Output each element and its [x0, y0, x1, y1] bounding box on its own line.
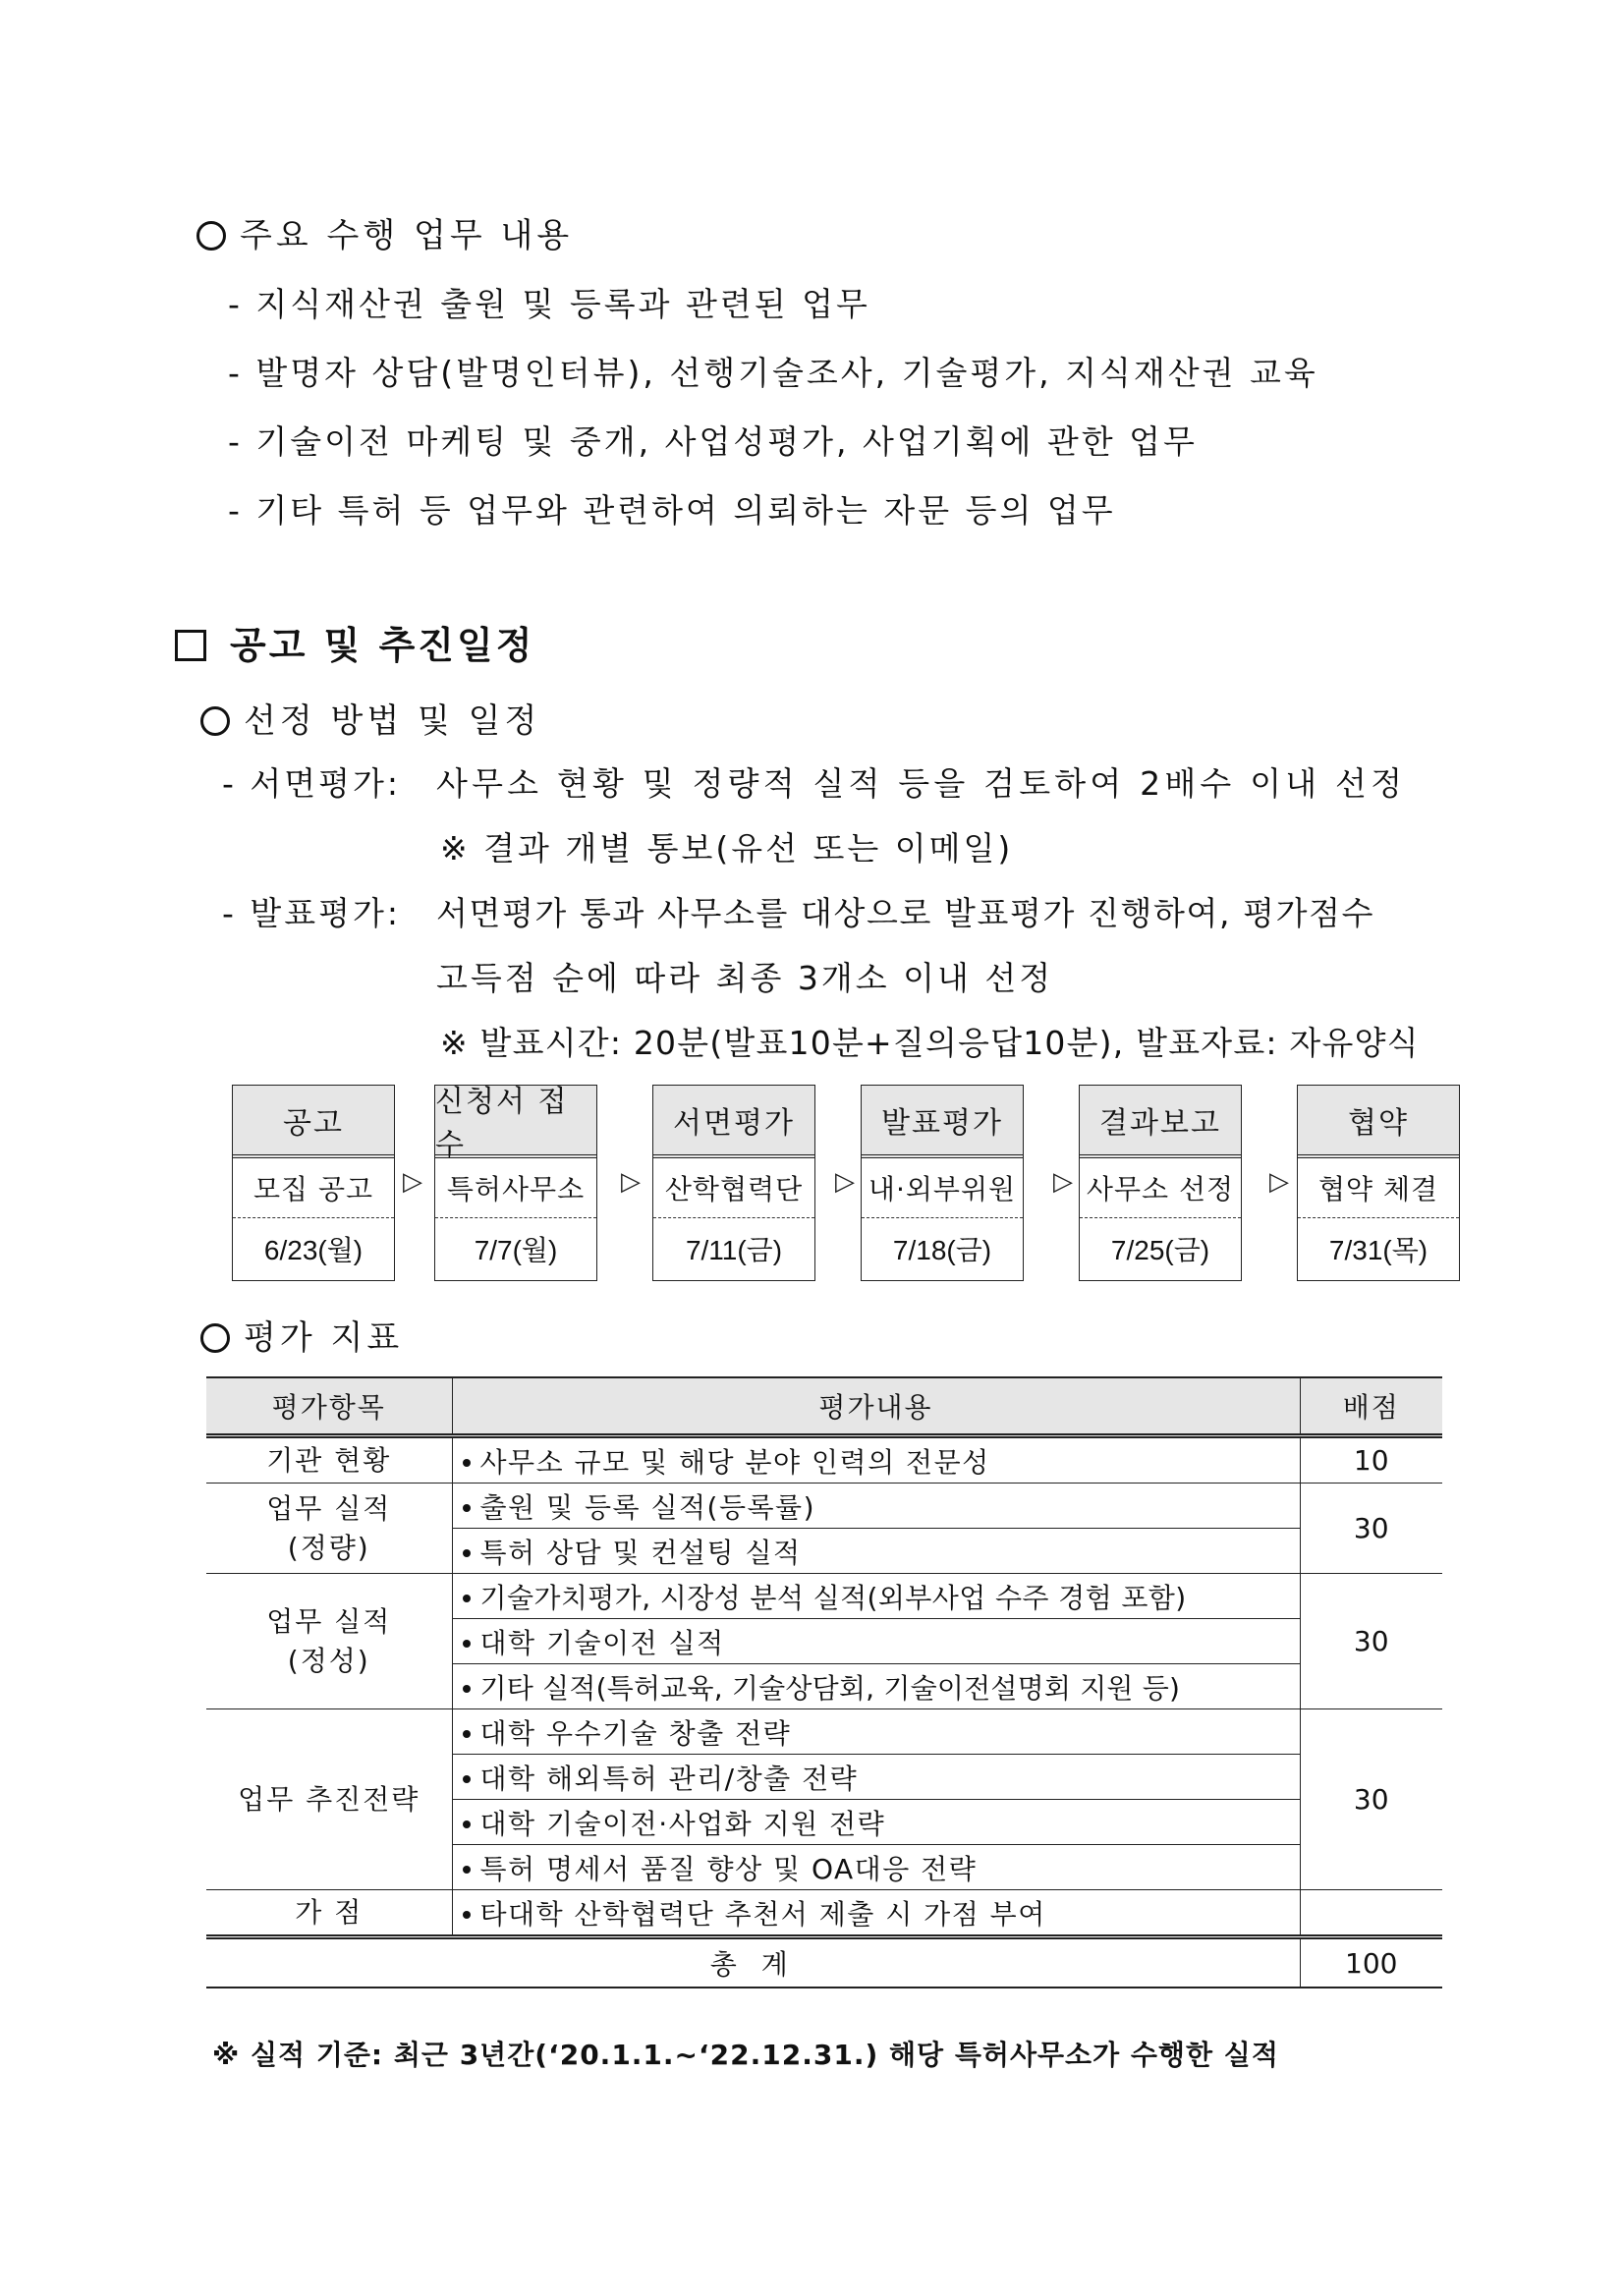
- table-header-row: [206, 1377, 1442, 1436]
- evaluation-table: [206, 1376, 1442, 1988]
- bullet-icon: [463, 1775, 471, 1783]
- content-cell: [452, 1664, 1300, 1709]
- bullet-icon: [463, 1459, 471, 1467]
- flow-step-head: 협약: [1298, 1086, 1459, 1158]
- content-text: 대학 해외특허 관리/창출 전략: [479, 1762, 859, 1795]
- pres-eval-label: - 발표평가:: [222, 894, 402, 932]
- total-row: [206, 1937, 1442, 1988]
- content-cell: [452, 1436, 1300, 1484]
- content-cell: [452, 1800, 1300, 1845]
- content-cell: [452, 1529, 1300, 1574]
- flow-step-head: 신청서 접수: [435, 1086, 596, 1158]
- content-cell: [452, 1890, 1300, 1937]
- flow-step-date: 7/18(금): [892, 1235, 992, 1265]
- arrow-right-icon: ▷: [1269, 1167, 1289, 1197]
- section-title-text: 공고 및 추진일정: [230, 624, 535, 667]
- duty-item: - 기타 특허 등 업무와 관련하여 의뢰하는 자문 등의 업무: [228, 491, 1116, 530]
- bullet-icon: [463, 1595, 471, 1602]
- column-header: 배점: [1300, 1377, 1442, 1436]
- doc-eval-text: 사무소 현황 및 정량적 실적 등을 검토하여 2배수 이내 선정: [436, 764, 1407, 803]
- score-cell: 30: [1300, 1709, 1442, 1890]
- content-cell: [452, 1484, 1300, 1529]
- flow-step: [1079, 1085, 1242, 1281]
- score-cell: 10: [1300, 1436, 1442, 1484]
- category-cell: 업무 추진전략: [206, 1709, 452, 1890]
- circle-bullet-icon: [196, 221, 226, 251]
- column-header: 평가항목: [206, 1377, 452, 1436]
- table-row: [206, 1574, 1442, 1619]
- pres-eval-text-1: 서면평가 통과 사무소를 대상으로 발표평가 진행하여, 평가점수: [436, 894, 1375, 932]
- category-line: 업무 실적: [266, 1604, 392, 1638]
- total-score: 100: [1300, 1937, 1442, 1988]
- category-line: (정량): [287, 1531, 370, 1564]
- content-cell: [452, 1755, 1300, 1800]
- arrow-right-icon: ▷: [835, 1167, 855, 1197]
- flow-step-head: 발표평가: [862, 1086, 1023, 1158]
- table-row: [206, 1890, 1442, 1937]
- score-cell: [1300, 1890, 1442, 1937]
- arrow-right-icon: ▷: [621, 1167, 641, 1197]
- bullet-icon: [463, 1549, 471, 1557]
- content-text: 대학 우수기술 창출 전략: [479, 1716, 792, 1750]
- content-text: 기술가치평가, 시장성 분석 실적(외부사업 수주 경험 포함): [479, 1581, 1187, 1614]
- bullet-icon: [463, 1685, 471, 1693]
- total-label: 총 계: [206, 1937, 1300, 1988]
- duties-heading: [196, 208, 573, 256]
- flow-step-head: 결과보고: [1080, 1086, 1241, 1158]
- pres-eval-note: ※ 발표시간: 20분(발표10분+질의응답10분), 발표자료: 자유양식: [440, 1024, 1420, 1062]
- table-row: [206, 1436, 1442, 1484]
- section-title: [175, 615, 534, 669]
- flow-step: [1297, 1085, 1460, 1281]
- content-text: 타대학 산학협력단 추천서 제출 시 가점 부여: [479, 1897, 1046, 1931]
- bullet-icon: [463, 1640, 471, 1648]
- bullet-icon: [463, 1820, 471, 1828]
- flow-step-date: 7/7(월): [474, 1235, 558, 1265]
- bullet-icon: [463, 1911, 471, 1919]
- content-cell: [452, 1845, 1300, 1890]
- flow-step-actor: 내·외부위원: [862, 1158, 1023, 1218]
- content-text: 기타 실적(특허교육, 기술상담회, 기술이전설명회 지원 등): [479, 1671, 1181, 1705]
- category-cell: [206, 1574, 452, 1709]
- flow-step: [861, 1085, 1024, 1281]
- flow-step: [652, 1085, 815, 1281]
- arrow-right-icon: ▷: [403, 1167, 422, 1197]
- flow-step-date: 7/31(목): [1328, 1235, 1428, 1265]
- pres-eval-text-2: 고득점 순에 따라 최종 3개소 이내 선정: [436, 959, 1054, 997]
- category-cell: 기관 현황: [206, 1436, 452, 1484]
- evaluation-heading-text: 평가 지표: [244, 1318, 404, 1358]
- circle-bullet-icon: [200, 706, 230, 736]
- footnote: ※ 실적 기준: 최근 3년간(‘20.1.1.~‘22.12.31.) 해당 특허사무소가 수행한 실적: [212, 2039, 1279, 2071]
- bullet-icon: [463, 1866, 471, 1874]
- category-cell: 가 점: [206, 1890, 452, 1937]
- flow-step-actor: 협약 체결: [1298, 1158, 1459, 1218]
- method-heading-text: 선정 방법 및 일정: [244, 701, 541, 741]
- table-row: [206, 1709, 1442, 1755]
- circle-bullet-icon: [200, 1323, 230, 1353]
- doc-eval-note: ※ 결과 개별 통보(유선 또는 이메일): [440, 829, 1014, 868]
- content-text: 사무소 규모 및 해당 분야 인력의 전문성: [479, 1445, 990, 1479]
- arrow-right-icon: ▷: [1053, 1167, 1073, 1197]
- method-heading: [200, 694, 540, 742]
- flow-step-actor: 사무소 선정: [1080, 1158, 1241, 1218]
- duties-heading-text: 주요 수행 업무 내용: [240, 216, 574, 255]
- score-cell: 30: [1300, 1484, 1442, 1574]
- bullet-icon: [463, 1504, 471, 1512]
- flow-step-actor: 산학협력단: [653, 1158, 814, 1218]
- square-bullet-icon: [175, 630, 206, 661]
- flow-step-head: 공고: [233, 1086, 394, 1158]
- column-header: 평가내용: [452, 1377, 1300, 1436]
- bullet-icon: [463, 1730, 471, 1738]
- category-line: 업무 실적: [266, 1491, 392, 1525]
- score-cell: 30: [1300, 1574, 1442, 1709]
- content-text: 특허 상담 및 컨설팅 실적: [479, 1536, 802, 1569]
- content-text: 대학 기술이전·사업화 지원 전략: [479, 1807, 886, 1840]
- duty-item: - 발명자 상담(발명인터뷰), 선행기술조사, 기술평가, 지식재산권 교육: [228, 354, 1318, 392]
- flow-step-actor: 특허사무소: [435, 1158, 596, 1218]
- content-text: 특허 명세서 품질 향상 및 OA대응 전략: [479, 1852, 978, 1885]
- category-cell: [206, 1484, 452, 1574]
- content-text: 대학 기술이전 실적: [479, 1626, 725, 1659]
- flow-step-actor: 모집 공고: [233, 1158, 394, 1218]
- flow-step-date: 6/23(월): [263, 1235, 364, 1265]
- flow-step: [232, 1085, 395, 1281]
- duty-item: - 기술이전 마케팅 및 중개, 사업성평가, 사업기획에 관한 업무: [228, 422, 1198, 461]
- category-line: (정성): [287, 1644, 370, 1677]
- flow-step-date: 7/11(금): [685, 1235, 783, 1265]
- duty-item: - 지식재산권 출원 및 등록과 관련된 업무: [228, 285, 870, 323]
- flow-step-head: 서면평가: [653, 1086, 814, 1158]
- content-cell: [452, 1709, 1300, 1755]
- doc-eval-label: - 서면평가:: [222, 764, 402, 803]
- content-cell: [452, 1574, 1300, 1619]
- table-row: [206, 1484, 1442, 1529]
- evaluation-heading: [200, 1311, 403, 1359]
- content-cell: [452, 1619, 1300, 1664]
- content-text: 출원 및 등록 실적(등록률): [479, 1490, 816, 1524]
- flow-step: [434, 1085, 597, 1281]
- flow-step-date: 7/25(금): [1110, 1235, 1210, 1265]
